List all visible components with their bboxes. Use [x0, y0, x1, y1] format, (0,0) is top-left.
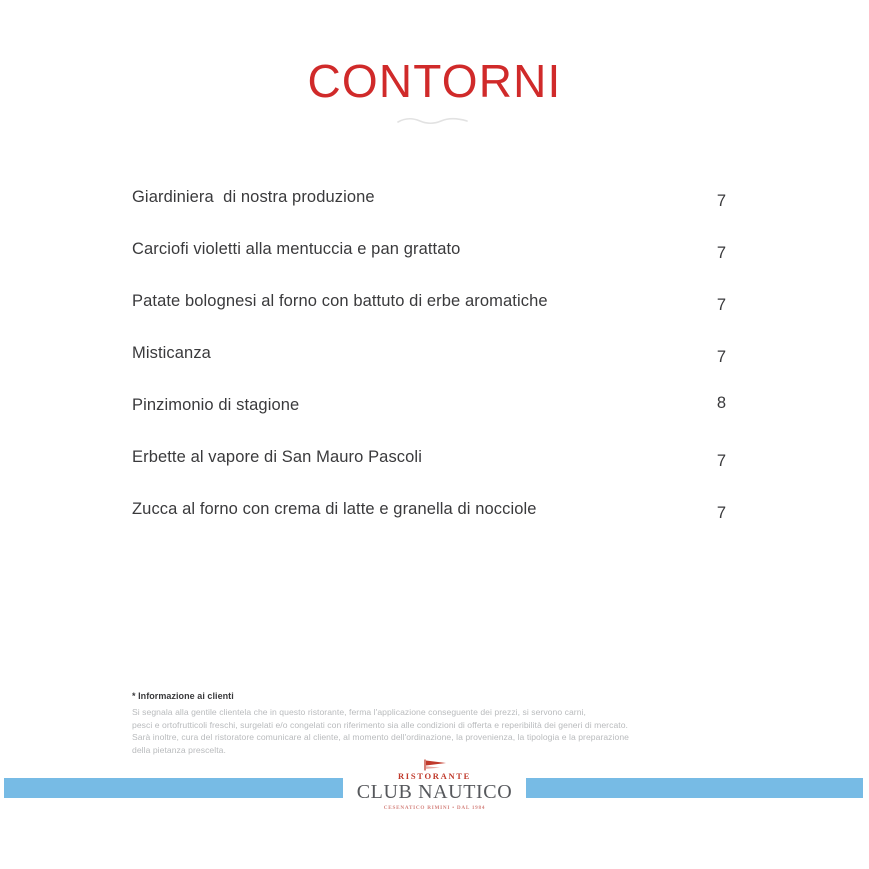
logo-inner — [343, 757, 527, 815]
disclaimer-title: * Informazione ai clienti — [132, 691, 234, 701]
disclaimer-line: Si segnala alla gentile clientela che in questo ristorante, ferma l'applicazione conseguente dei prezzi, si servono carni, — [132, 707, 586, 717]
logo-tagline: CESENATICO RIMINI • DAL 1984 — [383, 805, 486, 812]
logo-line-club-nautico: CLUB NAUTICO — [356, 781, 513, 804]
menu-item-name: Carciofi violetti alla mentuccia e pan grattato — [132, 240, 461, 258]
pennant-flag-icon — [422, 759, 448, 771]
menu-item-row — [132, 448, 726, 500]
menu-item-name: Pinzimonio di stagione — [132, 396, 300, 414]
page-title-block — [0, 55, 869, 126]
menu-item-row — [132, 240, 726, 292]
disclaimer-block — [132, 691, 732, 756]
menu-item-row — [132, 344, 726, 396]
menu-item-row — [132, 188, 726, 240]
menu-item-name: Zucca al forno con crema di latte e granella di nocciole — [132, 500, 537, 518]
menu-item-price: 7 — [716, 348, 726, 366]
menu-item-name: Misticanza — [132, 344, 211, 362]
menu-item-price: 7 — [716, 296, 726, 314]
menu-item-name: Patate bolognesi al forno con battuto di erbe aromatiche — [132, 292, 548, 310]
menu-item-name: Erbette al vapore di San Mauro Pascoli — [132, 448, 422, 466]
disclaimer-line: pesci e ortofrutticoli freschi, surgelati e/o congelati con riferimento sia alle condizioni di offerta e reperibilità dei generi di mercato. — [132, 719, 628, 730]
menu-items-list — [132, 188, 726, 552]
menu-item-row — [132, 292, 726, 344]
menu-item-row — [132, 500, 726, 552]
menu-item-price: 7 — [716, 452, 726, 470]
menu-item-name: Giardiniera di nostra produzione — [132, 188, 375, 206]
menu-item-price: 7 — [716, 192, 726, 210]
logo-line-ristorante: RISTORANTE — [397, 771, 472, 781]
menu-item-price: 8 — [716, 394, 726, 412]
menu-item-price: 7 — [716, 504, 726, 522]
disclaimer-line: della pietanza prescelta. — [132, 744, 226, 755]
restaurant-logo — [0, 757, 869, 815]
page-title: CONTORNI — [307, 55, 562, 107]
disclaimer-line: Sarà inoltre, cura del ristoratore comunicare al cliente, al momento dell'ordinazione, la provenienza, la tipologia e la preparazione — [132, 732, 629, 743]
menu-item-row — [132, 396, 726, 448]
menu-item-price: 7 — [716, 244, 726, 262]
wavy-divider-icon — [397, 116, 473, 126]
